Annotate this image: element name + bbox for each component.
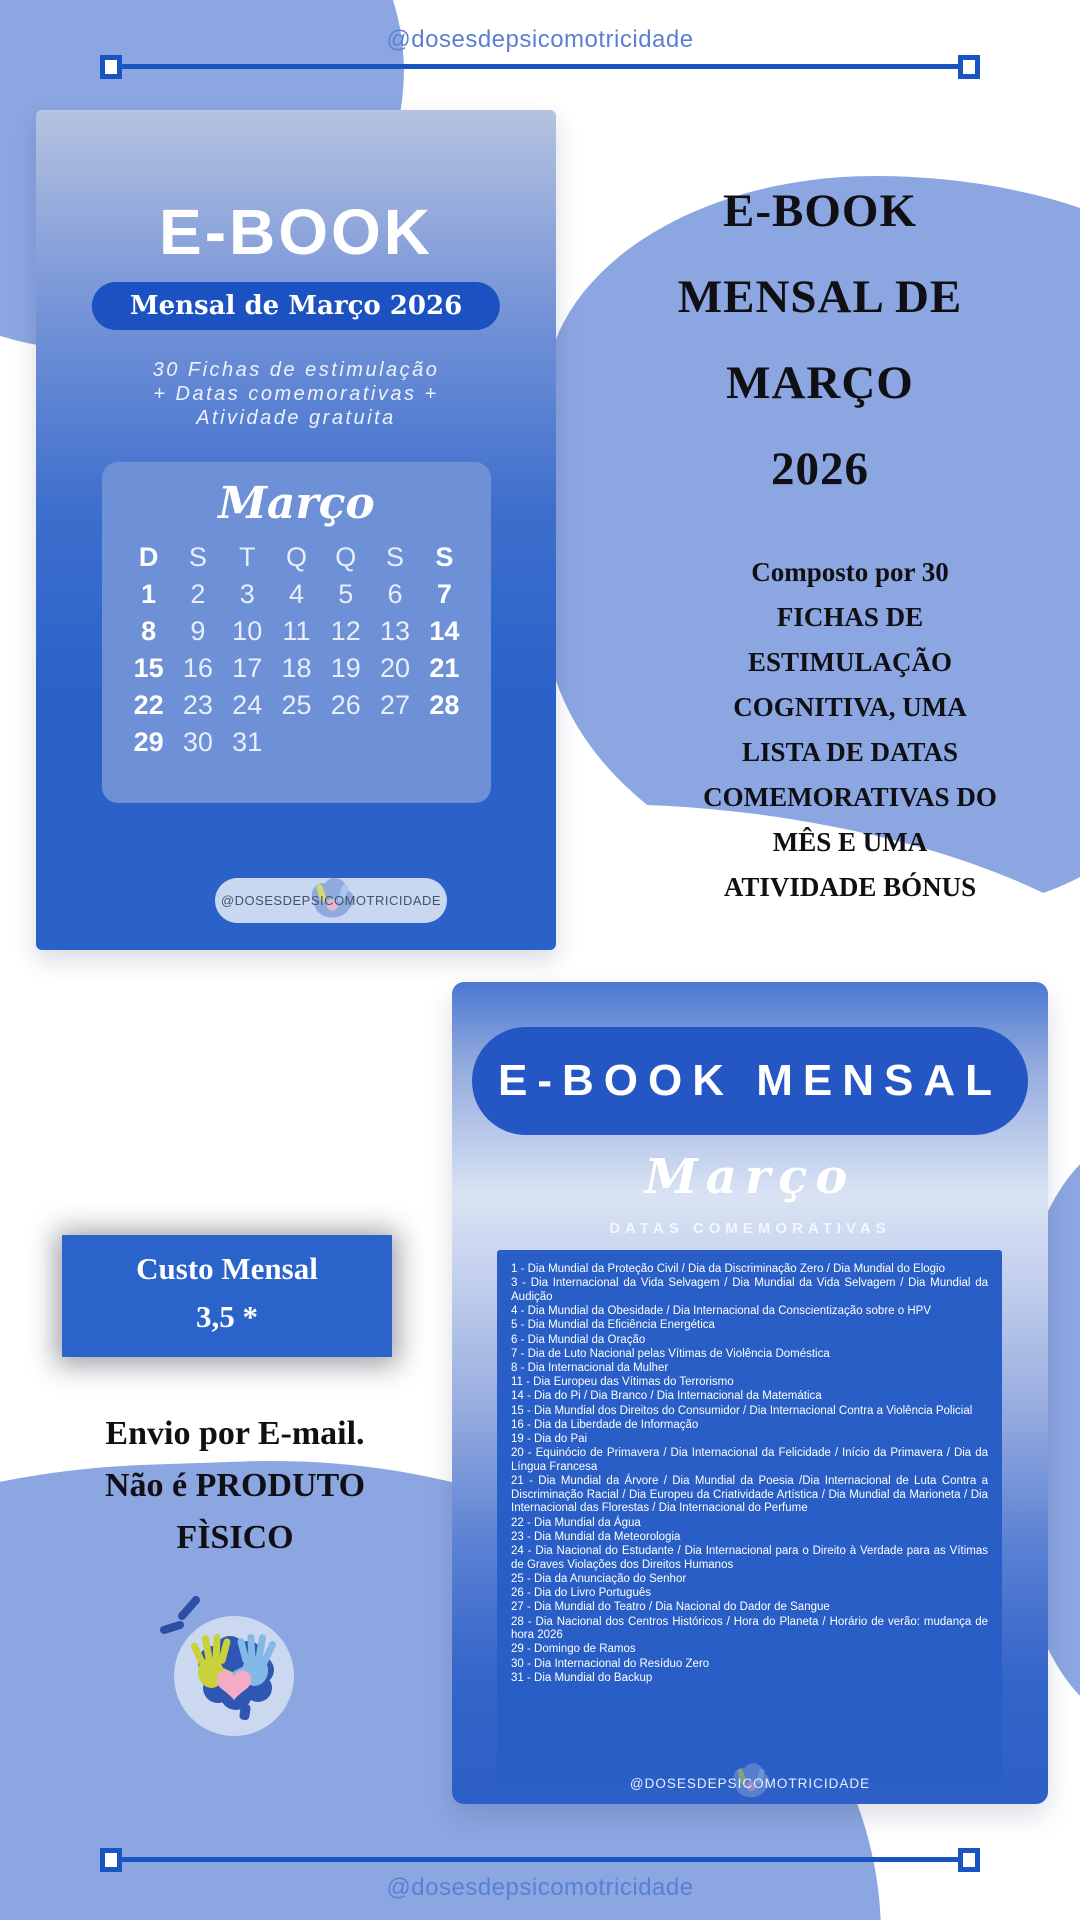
dates-card	[452, 982, 1048, 1804]
brain-logo-icon	[148, 1576, 308, 1746]
line-endpoint-square-left	[100, 55, 122, 79]
delivery-line: Não é PRODUTO	[104, 1467, 366, 1504]
headline-block	[560, 168, 1080, 512]
price-box	[62, 1235, 392, 1357]
description-line: LISTA DE DATAS	[741, 737, 959, 767]
commemorative-date-item: 4 - Dia Mundial da Obesidade / Dia Internacional da Conscientização sobre o HPV	[511, 1305, 931, 1318]
price-value: 3,5 *	[196, 1299, 258, 1334]
cover-feature-list	[36, 358, 556, 430]
calendar-day: 26	[330, 690, 361, 720]
calendar-day: 22	[133, 690, 164, 720]
commemorative-date-item: 29 - Domingo de Ramos	[511, 1643, 636, 1656]
dates-badge-label: @DOSESDEPSICOMOTRICIDADE	[629, 1775, 871, 1791]
sparkle-dashes	[164, 1600, 196, 1630]
commemorative-date-item: 14 - Dia do Pi / Dia Branco / Dia Internacional da Matemática	[511, 1390, 822, 1403]
description-block	[610, 550, 1080, 910]
commemorative-dates-panel	[497, 1250, 1002, 1783]
commemorative-date-item: 22 - Dia Mundial da Água	[511, 1516, 641, 1529]
line-endpoint-square-right	[958, 55, 980, 79]
price-title: Custo Mensal	[136, 1251, 318, 1286]
calendar-day: 14	[429, 616, 460, 646]
cover-title: E-BOOK	[159, 196, 433, 268]
headline-line: E-BOOK	[722, 185, 918, 237]
calendar-day: 2	[190, 579, 206, 609]
commemorative-date-item: 3 - Dia Internacional da Vida Selvagem / Dia Mundial da Vida Selvagem / Dia Mundial da Audição	[511, 1277, 988, 1303]
calendar-day: 19	[330, 653, 361, 683]
delivery-note	[40, 1408, 430, 1564]
calendar-day-header: Q	[285, 542, 307, 572]
commemorative-date-item: 26 - Dia do Livro Português	[511, 1587, 651, 1600]
commemorative-date-item: 27 - Dia Mundial do Teatro / Dia Nacional do Dador de Sangue	[511, 1601, 830, 1614]
commemorative-date-item: 6 - Dia Mundial da Oração	[511, 1333, 646, 1346]
commemorative-date-item: 24 - Dia Nacional do Estudante / Dia Internacional para o Direito à Verdade para as Vítimas de Graves Violações dos Direitos Humanos	[511, 1545, 988, 1571]
commemorative-date-item: 28 - Dia Nacional dos Centros Históricos / Hora do Planeta / Horário de verão: mudança de hora 2026	[511, 1615, 988, 1642]
dates-card-title-pill: E-BOOK MENSAL	[472, 1027, 1028, 1135]
instagram-handle-footer: @dosesdepsicomotricidade	[386, 1874, 694, 1901]
commemorative-date-item: 25 - Dia da Anunciação do Senhor	[511, 1572, 687, 1585]
calendar-week-row	[124, 687, 469, 724]
header-divider-line	[122, 64, 958, 69]
calendar-day: 17	[232, 653, 263, 683]
ebook-cover-card	[36, 110, 556, 950]
calendar-day: 8	[141, 616, 157, 646]
commemorative-date-item: 5 - Dia Mundial da Eficiência Energética	[511, 1319, 715, 1332]
calendar-day: 15	[133, 653, 164, 683]
commemorative-date-item: 23 - Dia Mundial da Meteorologia	[511, 1530, 681, 1543]
commemorative-date-item: 31 - Dia Mundial do Backup	[511, 1671, 653, 1684]
calendar-day: 25	[281, 690, 312, 720]
commemorative-date-item: 19 - Dia do Pai	[511, 1432, 588, 1445]
commemorative-date-item: 21 - Dia Mundial da Árvore / Dia Mundial da Poesia /Dia Internacional de Luta Contra a Discriminação Racial / Dia Europeu da Criatividade Artística / Dia Mundial da Marioneta / Dia Internacional das Florestas / Dia Internacional do Perfume	[511, 1475, 988, 1515]
calendar-day-header: T	[238, 542, 256, 572]
footer-divider-line	[122, 1857, 958, 1862]
calendar-day: 11	[282, 616, 311, 646]
calendar-day-header: S	[386, 542, 405, 572]
calendar-day: 5	[338, 579, 354, 609]
calendar-week-row	[124, 613, 469, 650]
calendar-day: 30	[182, 727, 213, 757]
calendar-day: 21	[429, 653, 460, 683]
calendar	[102, 462, 491, 803]
calendar-day-header: D	[138, 542, 159, 572]
calendar-day: 1	[141, 579, 157, 609]
delivery-line: FÌSICO	[176, 1519, 294, 1556]
calendar-day: 12	[330, 616, 361, 646]
calendar-day: 24	[232, 690, 263, 720]
calendar-weeks	[124, 576, 469, 761]
description-line: MÊS E UMA	[772, 827, 928, 857]
calendar-day: 20	[380, 653, 411, 683]
calendar-day: 10	[232, 616, 263, 646]
calendar-day: 3	[239, 579, 255, 609]
calendar-week-row	[124, 724, 469, 761]
commemorative-date-item: 8 - Dia Internacional da Mulher	[511, 1361, 669, 1374]
line-endpoint-square-left	[100, 1848, 122, 1872]
description-line: COGNITIVA, UMA	[733, 692, 967, 722]
calendar-day: 13	[380, 616, 411, 646]
cover-badge-label: @DOSESDEPSICOMOTRICIDADE	[220, 893, 442, 908]
calendar-day-header: S	[435, 542, 454, 572]
calendar-day: 9	[190, 616, 206, 646]
cover-instagram-badge	[215, 878, 447, 923]
cover-feature-line: Atividade gratuita	[196, 407, 396, 429]
dates-card-section-label: DATAS COMEMORATIVAS	[609, 1220, 891, 1237]
instagram-handle-header: @dosesdepsicomotricidade	[386, 26, 694, 53]
description-line: ATIVIDADE BÓNUS	[723, 872, 977, 902]
commemorative-date-item: 1 - Dia Mundial da Proteção Civil / Dia da Discriminação Zero / Dia Mundial do Elogio	[511, 1263, 945, 1275]
calendar-day: 16	[182, 653, 213, 683]
calendar-week-row	[124, 650, 469, 687]
calendar-day: 18	[281, 653, 312, 683]
calendar-week-row	[124, 576, 469, 613]
calendar-grid	[102, 539, 491, 761]
dates-card-instagram-badge	[452, 1770, 1048, 1796]
calendar-day: 4	[288, 579, 304, 609]
commemorative-date-item: 30 - Dia Internacional do Resíduo Zero	[511, 1657, 710, 1670]
cover-feature-line: 30 Fichas de estimulação	[152, 359, 440, 381]
cover-subtitle-pill: Mensal de Março 2026	[92, 282, 500, 330]
commemorative-date-item: 7 - Dia de Luto Nacional pelas Vítimas de Violência Doméstica	[511, 1347, 830, 1360]
headline-line: 2026	[771, 443, 869, 495]
headline-line: MARÇO	[726, 357, 914, 409]
calendar-day: 28	[429, 690, 460, 720]
calendar-day: 6	[387, 579, 403, 609]
calendar-day: 31	[232, 727, 263, 757]
calendar-header-row	[124, 539, 469, 576]
description-line: FICHAS DE	[776, 602, 924, 632]
delivery-line: Envio por E-mail.	[105, 1415, 365, 1452]
commemorative-date-item: 15 - Dia Mundial dos Direitos do Consumidor / Dia Internacional Contra a Violência Policial	[511, 1404, 973, 1417]
calendar-day: 27	[380, 690, 411, 720]
cover-feature-line: + Datas comemorativas +	[153, 383, 439, 405]
commemorative-date-item: 20 - Equinócio de Primavera / Dia Internacional da Felicidade / Início da Primavera / Dia da Língua Francesa	[511, 1447, 988, 1473]
calendar-day-header: Q	[335, 542, 357, 572]
commemorative-date-item: 16 - Dia da Liberdade de Informação	[511, 1418, 699, 1431]
calendar-day: 7	[436, 579, 452, 609]
calendar-day-header: S	[188, 542, 207, 572]
headline-line: MENSAL DE	[677, 271, 963, 323]
description-line: ESTIMULAÇÃO	[747, 647, 953, 677]
description-line: Composto por 30	[751, 557, 949, 587]
commemorative-date-item: 11 - Dia Europeu das Vítimas do Terrorismo	[511, 1376, 734, 1389]
description-line: COMEMORATIVAS DO	[703, 782, 997, 812]
line-endpoint-square-right	[958, 1848, 980, 1872]
calendar-month-title: Março	[218, 478, 375, 529]
calendar-day: 29	[133, 727, 164, 757]
calendar-day: 23	[182, 690, 213, 720]
dates-card-month: Março	[644, 1149, 856, 1205]
